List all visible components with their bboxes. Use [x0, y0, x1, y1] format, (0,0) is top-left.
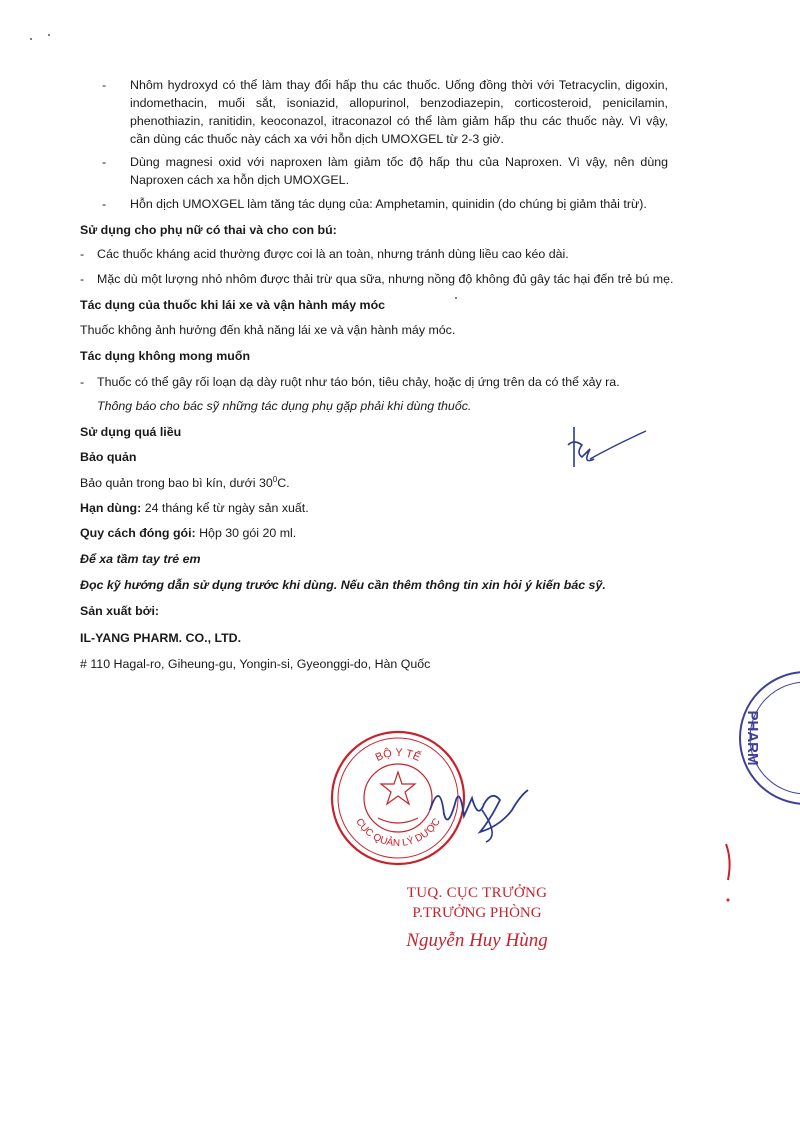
signature-title-1: TUQ. CỤC TRƯỞNG [406, 885, 548, 901]
read-instructions: Đọc kỹ hướng dẫn sử dụng trước khi dùng. Nếu cần thêm thông tin xin hỏi ý kiến bác sỹ. [80, 578, 606, 592]
side-effects-heading: Tác dụng không mong muốn [80, 349, 251, 363]
initials-mark [560, 425, 650, 480]
signatory-name: Nguyễn Huy Hùng [406, 929, 548, 951]
pregnancy-heading: Sử dụng cho phụ nữ có thai và cho con bú: [80, 223, 337, 237]
storage-degree: 0 [272, 475, 278, 484]
side-stamp [726, 668, 800, 808]
interaction-item-2: - Dùng magnesi oxid với naproxen làm giảm tốc độ hấp thu của Naproxen. Vì vậy, nên dùng Naproxen cách xa hỗn dịch UMOXGEL. [130, 154, 668, 190]
shelf-life-value: 24 tháng kể từ ngày sản xuất. [141, 501, 309, 515]
side-effects-item: - Thuốc có thể gây rối loạn dạ dày ruột như táo bón, tiêu chảy, hoặc dị ứng trên da có thể xảy ra. [97, 374, 697, 392]
storage-heading: Bảo quản [80, 450, 137, 464]
driving-heading: Tác dụng của thuốc khi lái xe và vận hành máy móc [80, 298, 386, 312]
packaging-label: Quy cách đóng gói: [80, 526, 196, 540]
pregnancy-item-1: - Các thuốc kháng acid thường được coi là an toàn, nhưng tránh dùng liều cao kéo dài. [97, 246, 697, 264]
seal-bottom-text: CỤC QUẢN LÝ DƯỢC [353, 816, 443, 850]
storage-text-unit: C. [277, 476, 290, 491]
scan-speck [48, 34, 50, 36]
scan-speck [455, 297, 457, 299]
manufacturer-heading: Sản xuất bởi: [80, 604, 160, 618]
driving-text: Thuốc không ảnh hưởng đến khả năng lái xe và vận hành máy móc. [80, 323, 456, 337]
interaction-item-1: - Nhôm hydroxyd có thể làm thay đổi hấp thu các thuốc. Uống đồng thời với Tetracyclin, digoxin, indomethacin, muối sắt, isoniazid, allopurinol, benzodiazepin, corticosteroid, penicilamin, phenothiazin, ranitidin, keoconazol, itraconazol có thể làm giảm hấp thu các thuốc này. Vì vậy, cần dùng các thuốc này cách xa với hỗn dịch UMOXGEL từ 2-3 giờ. [130, 77, 668, 149]
side-stamp-text: PHARM [744, 710, 761, 766]
pregnancy-item-2: - Mặc dù một lượng nhỏ nhôm được thải trừ qua sữa, nhưng nồng độ không đủ gây tác hại đến trẻ bú mẹ. [97, 271, 697, 289]
storage-text-main: Bảo quản trong bao bì kín, dưới 30 [80, 476, 273, 491]
scan-speck [30, 38, 32, 40]
packaging [80, 525, 296, 543]
storage-text [80, 474, 290, 493]
red-edge-marks [706, 840, 736, 920]
shelf-life [80, 500, 309, 518]
side-effects-note: Thông báo cho bác sỹ những tác dụng phụ gặp phải khi dùng thuốc. [97, 399, 472, 413]
seal-top-text: BỘ Y TẾ [373, 746, 423, 764]
keep-away-warning: Để xa tầm tay trẻ em [80, 552, 201, 566]
manufacturer-address: # 110 Hagal-ro, Giheung-gu, Yongin-si, Gyeonggi-do, Hàn Quốc [80, 657, 431, 671]
signature-block [382, 883, 572, 954]
packaging-value: Hộp 30 gói 20 ml. [195, 526, 297, 540]
signature-scribble [420, 770, 530, 850]
overdose-heading: Sử dụng quá liều [80, 425, 182, 439]
interaction-item-3: - Hỗn dịch UMOXGEL làm tăng tác dụng của: Amphetamin, quinidin (do chúng bị giảm thải trừ). [130, 196, 668, 214]
manufacturer-name: IL-YANG PHARM. CO., LTD. [80, 631, 242, 645]
signature-title-2: P.TRƯỞNG PHÒNG [412, 904, 542, 921]
shelf-life-label: Hạn dùng: [80, 501, 142, 515]
